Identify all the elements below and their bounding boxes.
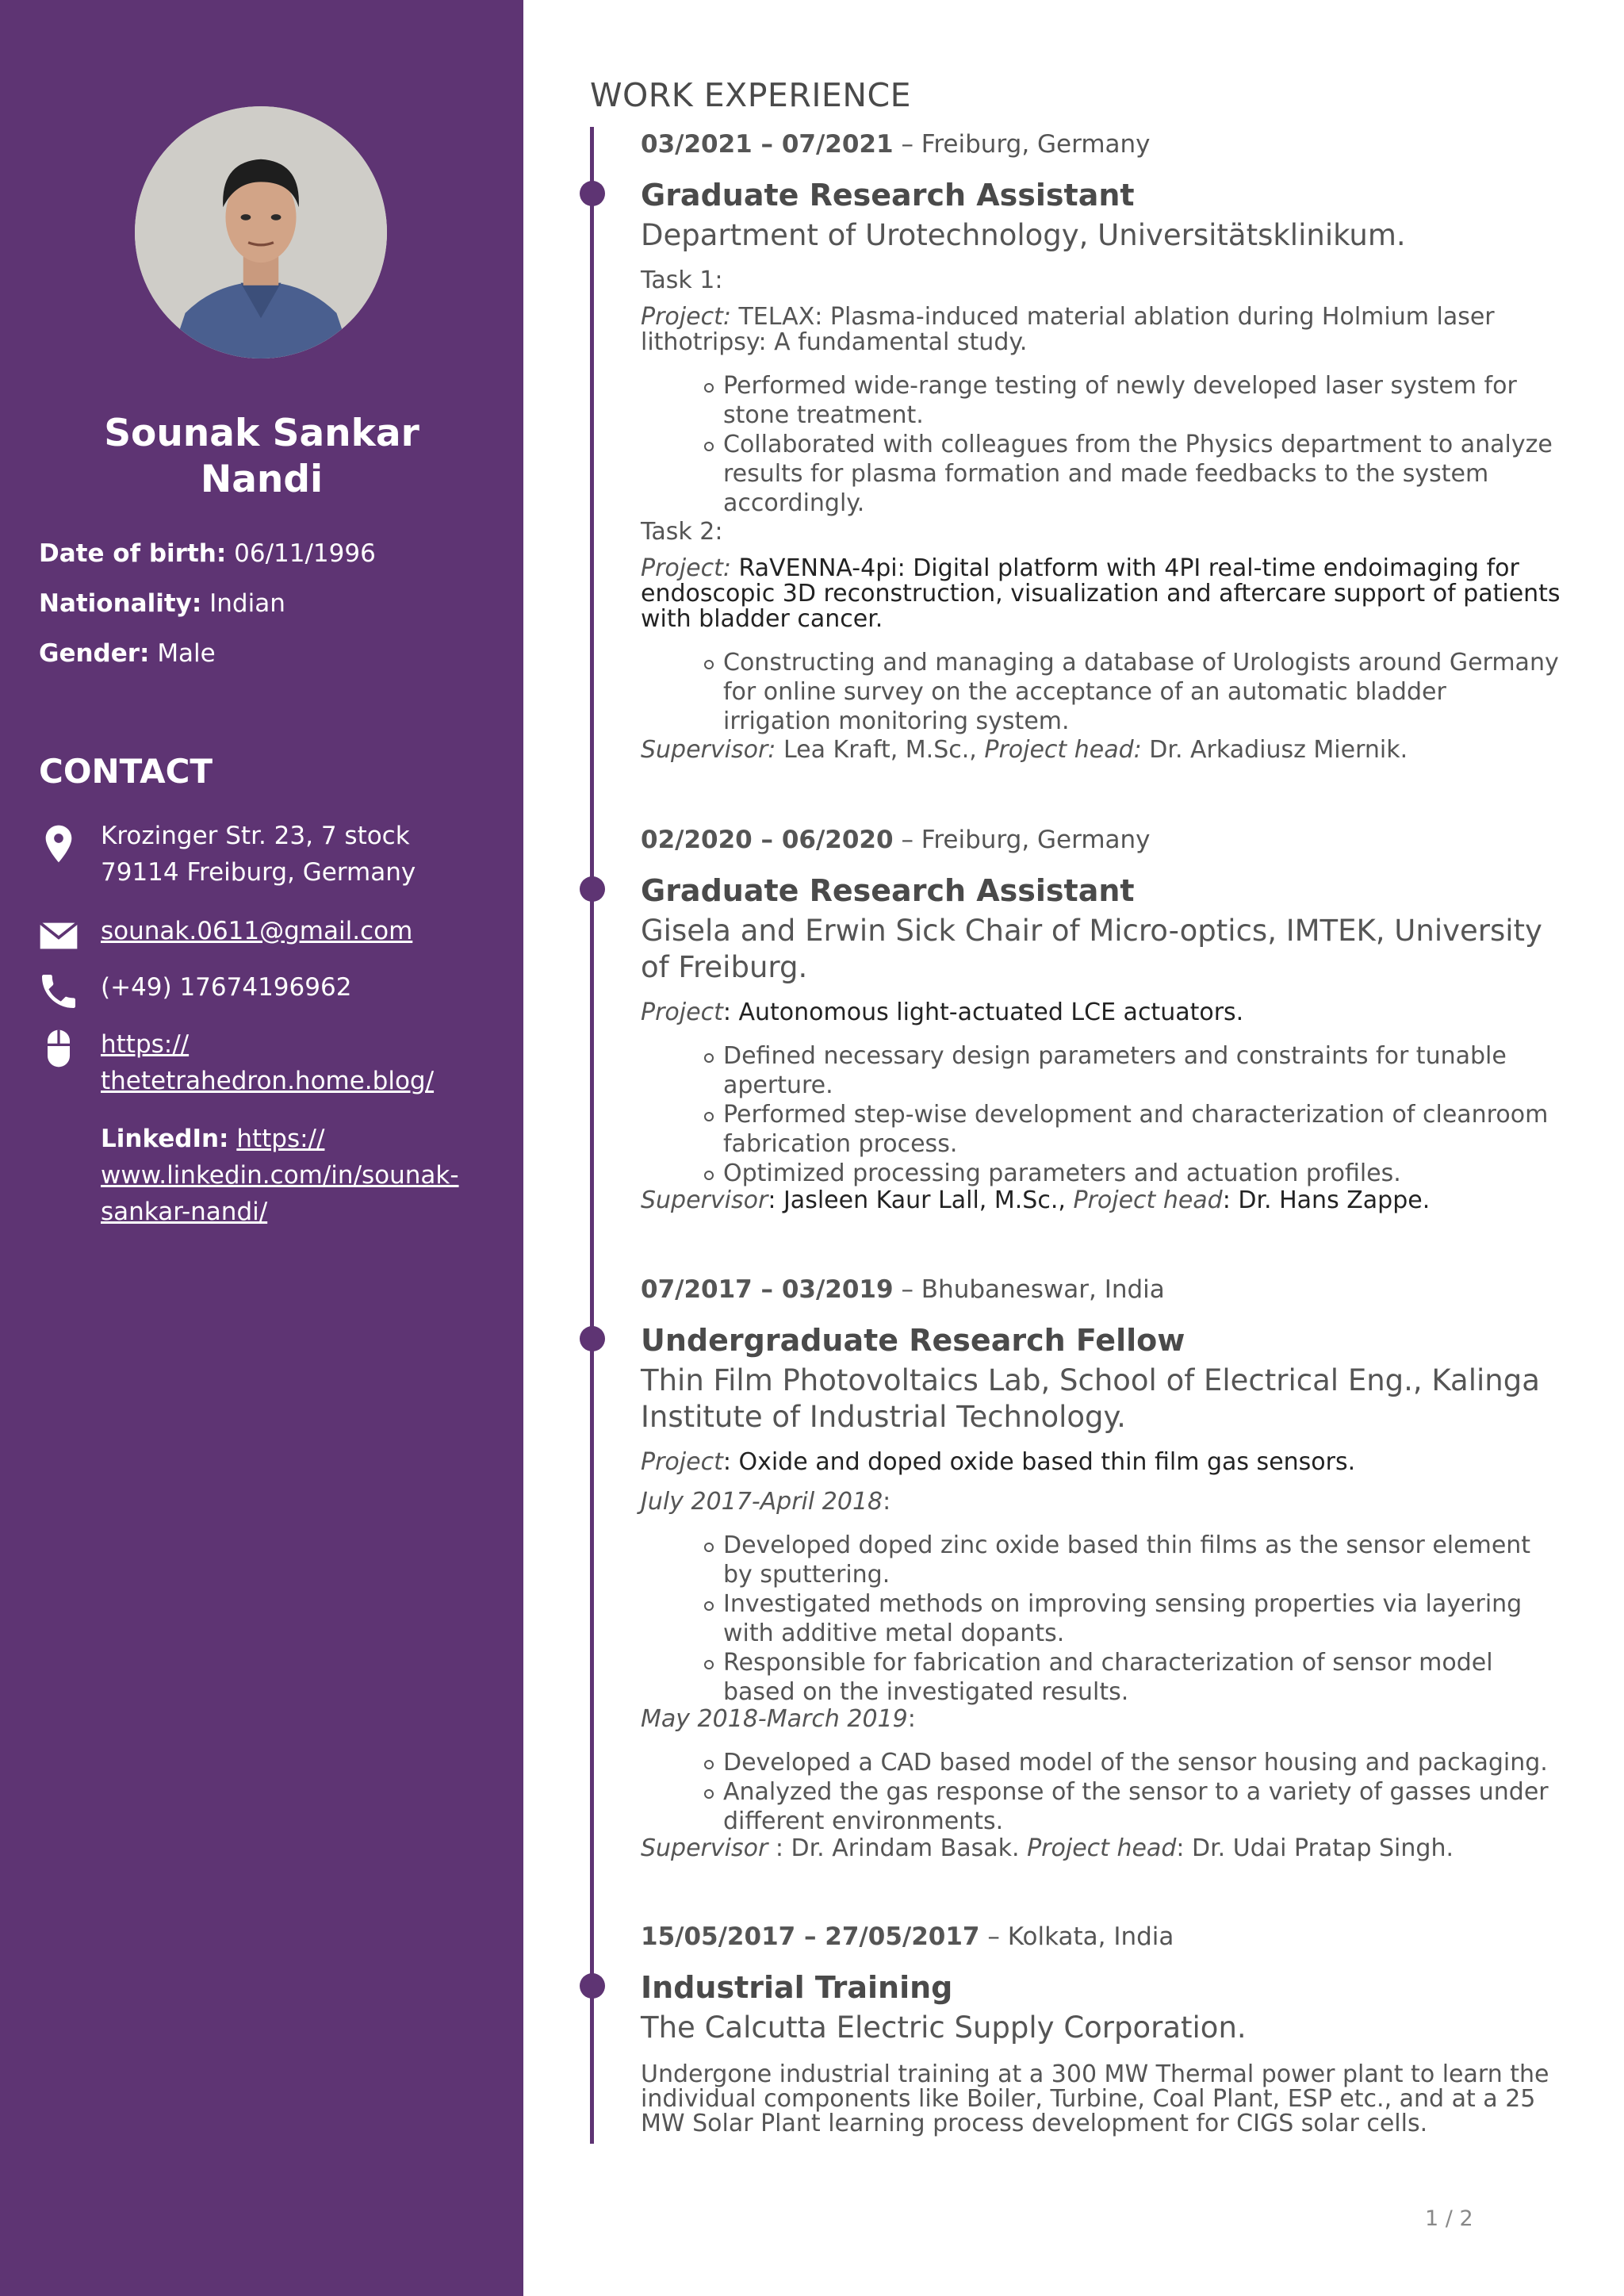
project-label: Project [641, 1448, 723, 1476]
phone-icon [36, 969, 81, 1014]
nationality-row [39, 588, 499, 619]
page-number: 1 / 2 [1425, 2206, 1473, 2231]
entry-organization: Department of Urotechnology, Universitätsklinikum. [641, 218, 1406, 252]
project-head-label: Project head [1073, 1186, 1223, 1214]
timeline-line [590, 127, 594, 2144]
timeline-dot [580, 181, 605, 206]
list-item: Responsible for fabrication and characterization of sensor model based on the investigated results. [723, 1648, 1561, 1707]
entry-description: Undergone industrial training at a 300 MW Thermal power plant to learn the individual components like Boiler, Turbine, Coal Plant, ESP etc., and at a 25 MW Solar Plant learning process development for CIGS solar cells. [641, 2060, 1549, 2137]
list-item: Developed a CAD based model of the sensor housing and packaging. [723, 1748, 1561, 1777]
entry-dates-row [641, 1921, 1561, 1953]
entry-organization: Thin Film Photovoltaics Lab, School of Electrical Eng., Kalinga Institute of Industrial Technology. [641, 1363, 1540, 1434]
project-line [641, 1000, 1561, 1025]
supervisor-label: Supervisor [641, 1186, 768, 1214]
entry-role: Industrial Training [641, 1970, 953, 2005]
email [101, 913, 513, 949]
work-experience-heading: WORK EXPERIENCE [590, 76, 912, 114]
email-link[interactable]: sounak.0611@gmail.com [101, 917, 413, 945]
entry-dates: 07/2017 – 03/2019 [641, 1275, 894, 1304]
period-line: July 2017-April 2018: [641, 1488, 891, 1516]
entry-dates: 02/2020 – 06/2020 [641, 826, 894, 854]
supervisor-line [641, 738, 1561, 763]
period-label: May 2018-March 2019 [641, 1705, 908, 1733]
list-item: Developed doped zinc oxide based thin films as the sensor element by sputtering. [723, 1531, 1561, 1589]
timeline-dot [580, 876, 605, 902]
full-name: Sounak Sankar Nandi [104, 412, 419, 501]
supervisor-line [641, 1836, 1561, 1861]
dob-row [39, 538, 499, 569]
dob-label: Date of birth: [39, 539, 227, 568]
entry-location: – Bhubaneswar, India [901, 1275, 1165, 1304]
entry-dates: 03/2021 – 07/2021 [641, 130, 894, 159]
linkedin-link-line-1[interactable]: https:// [236, 1125, 325, 1153]
entry-dates-row [641, 824, 1561, 856]
gender-value: Male [157, 639, 216, 668]
project-head-label: Project head: [984, 736, 1142, 764]
entry-dates-row [641, 128, 1561, 160]
project-label: Project: [641, 554, 731, 582]
project-line [641, 1450, 1561, 1475]
nationality-label: Nationality: [39, 589, 202, 618]
envelope-icon [36, 914, 81, 958]
period-bullets [641, 1531, 1561, 1707]
supervisor-name: Lea Kraft, M.Sc., [783, 736, 977, 764]
project-head-name: Dr. Arkadiusz Miernik. [1149, 736, 1408, 764]
main-content [523, 0, 1624, 2296]
address-line-2: 79114 Freiburg, Germany [101, 858, 416, 887]
linkedin-link-line-2[interactable]: www.linkedin.com/in/sounak- [101, 1161, 459, 1190]
project-label: Project [641, 999, 723, 1026]
timeline-dot [580, 1973, 605, 1999]
period-bullets [641, 1748, 1561, 1836]
supervisor-label: Supervisor: [641, 736, 776, 764]
phone[interactable]: (+49) 17674196962 [101, 973, 352, 1002]
entry-role: Graduate Research Assistant [641, 873, 1135, 908]
list-item: Constructing and managing a database of Urologists around Germany for online survey on the acceptance of an automatic bladder irrigation monitoring system. [723, 648, 1561, 736]
experience-entry [641, 824, 1561, 1213]
linkedin [101, 1121, 513, 1230]
gender-row [39, 638, 499, 669]
supervisor-name: : Jasleen Kaur Lall, M.Sc., [768, 1186, 1066, 1214]
entry-dates: 15/05/2017 – 27/05/2017 [641, 1922, 980, 1951]
list-item: Performed step-wise development and characterization of cleanroom fabrication process. [723, 1100, 1561, 1159]
project-head-name: : Dr. Hans Zappe. [1222, 1186, 1431, 1214]
gender-label: Gender: [39, 639, 150, 668]
location-pin-icon [36, 822, 81, 866]
task-bullets [641, 648, 1561, 736]
entry-role: Undergraduate Research Fellow [641, 1323, 1185, 1358]
entry-organization: The Calcutta Electric Supply Corporation. [641, 2010, 1247, 2045]
experience-entry [641, 128, 1561, 763]
linkedin-link-line-3[interactable]: sankar-nandi/ [101, 1198, 268, 1226]
project-line [641, 305, 1561, 355]
list-item: Defined necessary design parameters and constraints for tunable aperture. [723, 1041, 1561, 1100]
list-item: Optimized processing parameters and actuation profiles. [723, 1159, 1561, 1188]
timeline-dot [580, 1326, 605, 1351]
website [101, 1026, 513, 1099]
task-bullets [641, 371, 1561, 518]
address [101, 818, 513, 891]
entry-location: – Kolkata, India [987, 1922, 1174, 1951]
project-head-label: Project head [1027, 1834, 1177, 1862]
experience-entry [641, 1921, 1561, 2136]
period-label: July 2017-April 2018 [641, 1488, 883, 1516]
project-bullets [641, 1041, 1561, 1188]
project-label: Project: [641, 303, 731, 331]
list-item: Performed wide-range testing of newly developed laser system for stone treatment. [723, 371, 1561, 430]
period-line: May 2018-March 2019: [641, 1705, 916, 1733]
list-item: Analyzed the gas response of the sensor to a variety of gasses under different environments. [723, 1777, 1561, 1836]
task-label: Task 2: [641, 518, 723, 546]
list-item: Collaborated with colleagues from the Physics department to analyze results for plasma formation and made feedbacks to the system accordingly. [723, 430, 1561, 518]
entry-location: – Freiburg, Germany [901, 130, 1151, 159]
dob-value: 06/11/1996 [234, 539, 376, 568]
project-text: : Autonomous light-actuated LCE actuators. [722, 999, 1244, 1026]
entry-dates-row [641, 1274, 1561, 1305]
personal-details [39, 538, 499, 688]
entry-organization: Gisela and Erwin Sick Chair of Micro-optics, IMTEK, University of Freiburg. [641, 914, 1542, 984]
nationality-value: Indian [209, 589, 285, 618]
task-label: Task 1: [641, 266, 723, 294]
sidebar [0, 0, 523, 2296]
profile-photo [135, 106, 387, 358]
supervisor-line [641, 1188, 1561, 1213]
list-item: Investigated methods on improving sensing properties via layering with additive metal dopants. [723, 1589, 1561, 1648]
project-head-name: : Dr. Udai Pratap Singh. [1176, 1834, 1454, 1862]
project-line [641, 556, 1561, 632]
website-link-line-1[interactable]: https:// [101, 1030, 190, 1059]
entry-location: – Freiburg, Germany [901, 826, 1151, 854]
supervisor-label: Supervisor [641, 1834, 768, 1862]
address-line-1: Krozinger Str. 23, 7 stock [101, 822, 410, 850]
supervisor-name: : Dr. Arindam Basak. [775, 1834, 1020, 1862]
project-text: TELAX: Plasma-induced material ablation during Holmium laser lithotripsy: A fundamental study. [641, 303, 1495, 356]
project-text: RaVENNA-4pi: Digital platform with 4PI real-time endoimaging for endoscopic 3D reconstruction, visualization and aftercare support of patients with bladder cancer. [641, 554, 1561, 633]
experience-entry [641, 1274, 1561, 1861]
project-text: : Oxide and doped oxide based thin film gas sensors. [722, 1448, 1356, 1476]
mouse-icon [36, 1026, 81, 1071]
entry-role: Graduate Research Assistant [641, 178, 1135, 213]
linkedin-label: LinkedIn: [101, 1125, 229, 1153]
website-link-line-2[interactable]: thetetrahedron.home.blog/ [101, 1067, 435, 1095]
contact-heading: CONTACT [39, 752, 213, 791]
